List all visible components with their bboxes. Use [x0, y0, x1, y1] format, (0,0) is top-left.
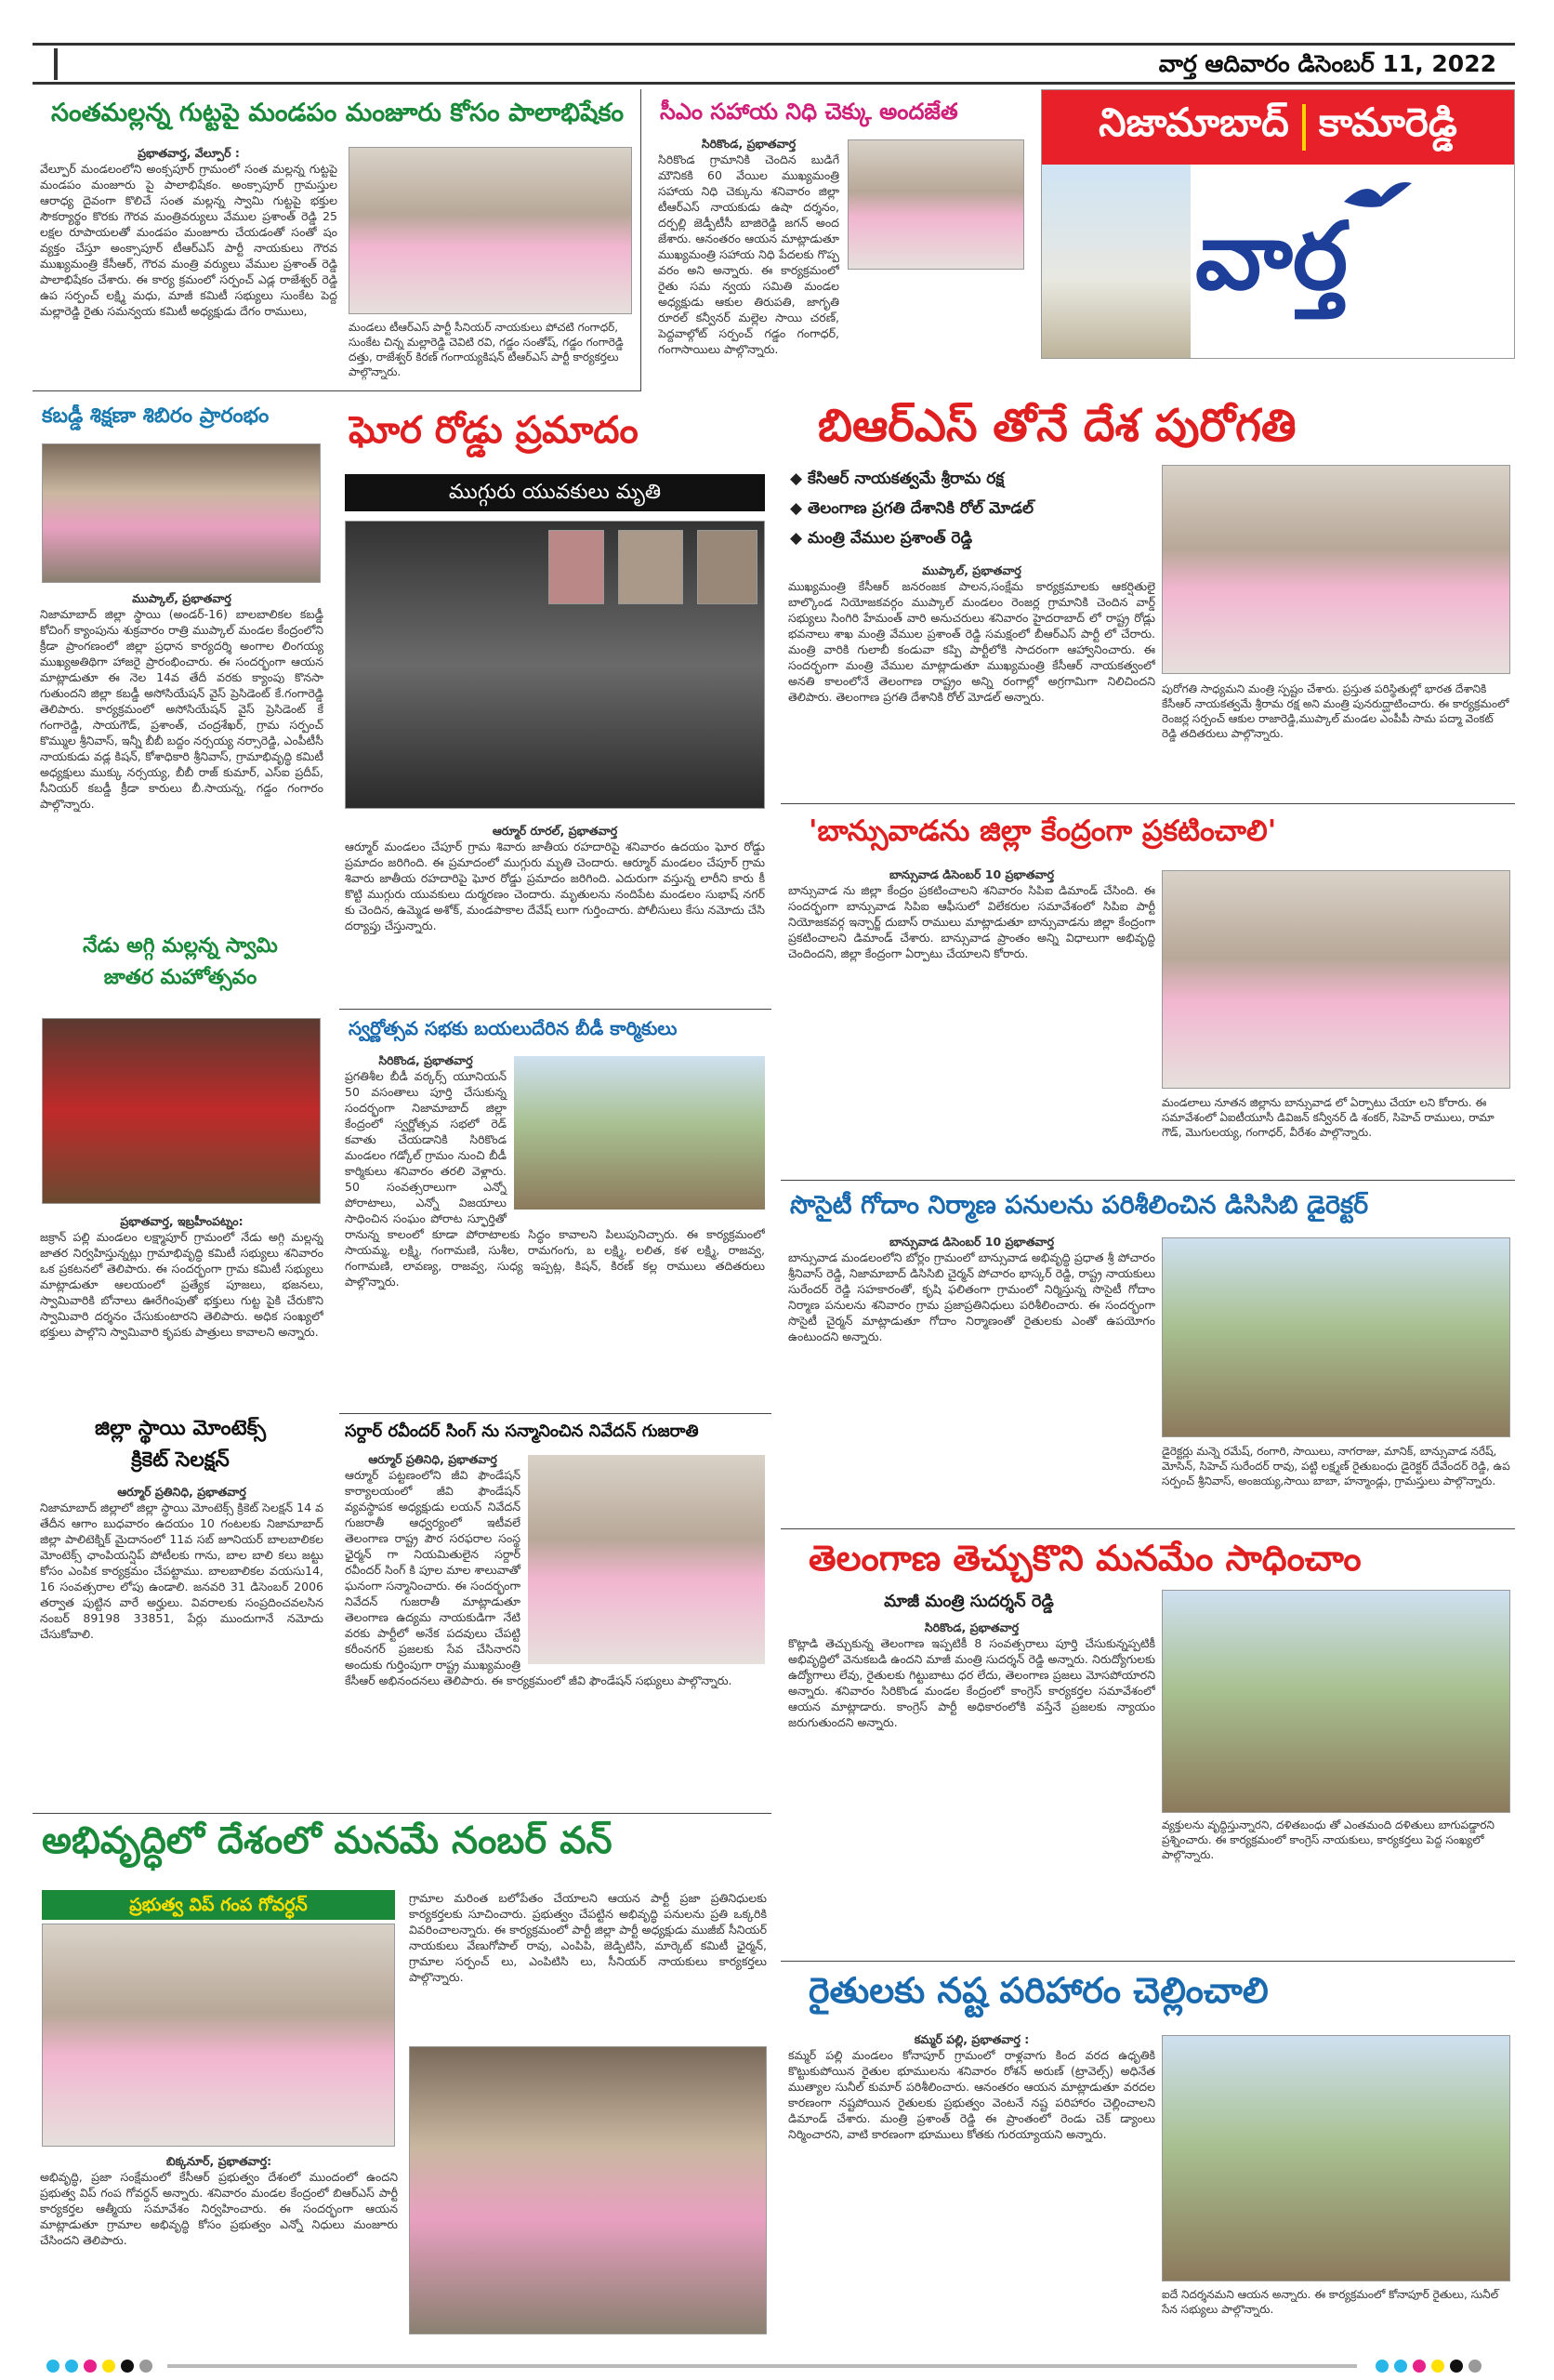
dateline: బాన్సువాడ డిసెంబర్ 10 ప్రభాతవార్త — [889, 867, 1055, 881]
headline: రైతులకు నష్ట పరిహారం చెల్లించాలి — [809, 1970, 1269, 2011]
article-kabaddi — [33, 395, 328, 962]
edition-right: కామారెడ్డి — [1318, 99, 1457, 145]
body-text: జక్రాన్ పల్లి మండలం లక్ష్మాపూర్ గ్రామంలో నేడు అగ్గి మల్లన్న జాతర నిర్వహిస్తున్నట్లు గ్రామాభివృద్ధి కమిటీ సభ్యులు శనివారం ఒక ప్రకటనలో తెలిపారు. ఈ సందర్భంగా గ్రామ కమిటీ సభ్యులు మాట్లాడుతూ ఆలయంలో ప్రత్యేక పూజలు, భజనలు, స్వామివారికి బోనాలు ఊరేగింపుతో భక్తులు గుట్ట పైకి చేరుకొని స్వామివారి దర్శనం చేసుకుంటారని తెలిపారు. అధిక సంఖ్యలో భక్తులు పాల్గొని స్వామివారి కృపకు పాత్రులు కావాలని అన్నారు. — [40, 1230, 323, 1339]
caption: వ్యక్తులను వృద్ధిస్తున్నారని, దళితబంధు తో ఎంతమంది దళితులు బాగుపడ్డారని ప్రశ్నించారు. ఈ కార్యక్రమంలో కాంగ్రెస్ నాయకులు, కార్యకర్తలు పెద్ద సంఖ్యలో పాల్గొన్నారు. — [1162, 1818, 1495, 1861]
dateline: సిరికొండ, ప్రభాతవార్త — [924, 1620, 1020, 1634]
color-dot-cyan — [65, 2360, 78, 2373]
photo-cheque — [848, 139, 1024, 270]
article-beedi-workers — [339, 1009, 771, 1408]
body-text: వేల్పూర్ మండలంలోని అంక్సపూర్ గ్రామంలో సంత మల్లన్న గుట్టపై మండపం మంజూరు పై పాలాభిషేకం. అంక్సాపూర్ గ్రామస్తుల ఆరాధ్య దైవంగా కొలిచే సంత మల్లన్న స్వామి గుట్టపై భక్తుల సౌకర్యార్థం కొరకు గౌరవ మంత్రివర్యులు వేముల ప్రశాంత్ రెడ్డి 25 లక్షల రూపాయలతో మండపం మంజూరు చేయడంతో సంతో షం వ్యక్తం చేస్తూ అంక్సాపూర్ టీఆర్ఎస్ పార్టీ నాయకులు గౌరవ ముఖ్యమంత్రి కేసీఆర్, గౌరవ మంత్రి వర్యులు వేముల ప్రశాంత్ రెడ్డి పాలాభిషేకం చేశారు. ఈ కార్య క్రమంలో సర్పంచ్ ఎడ్ల రాజేశ్వర్ రెడ్డి ఉప సర్పంచ్ లక్ష్మి మధు, మాజీ కమిటీ సభ్యులు సుంకేట పెద్ద మల్లారెడ్డి రైతు సమన్వయ కమిటీ అధ్యక్షుడు దేగం రాములు, — [40, 162, 337, 318]
header-rule — [33, 82, 1515, 85]
photo-victim-2 — [618, 530, 683, 604]
photo-party-meeting — [409, 2046, 767, 2334]
article-banswada — [781, 809, 1515, 1181]
article-sardar-felicitation — [339, 1413, 771, 1813]
photo-sudarshan-reddy — [1162, 1590, 1510, 1813]
body-text: బాన్సువాడ ను జిల్లా కేంద్రం ప్రకటించాలని శనివారం సిపిఐ డిమాండ్ చేసింది. ఈ సందర్భంగా బాన్సువాడ సిపిఐ ఆఫీసులో విలేకరుల సమావేశంలో సిపిఐ పార్టీ నియోజకవర్గ ఇన్చార్జ్ దుబాస్ రాములు మాట్లాడుతూ బాన్సువాడను జిల్లా కేంద్రంగా ప్రకటించాలని డిమాండ్ చేశారు. బాన్సువాడ ప్రాంతం అన్ని విధాలుగా అభివృద్ధి చెందిందని, జిల్లా కేంద్రంగా ఏర్పాటు చేయాలని కోరారు. — [788, 883, 1155, 960]
article-body — [40, 2153, 398, 2334]
dateline: ప్రభాతవార్త, ఇబ్రహీంపట్నం: — [120, 1214, 244, 1228]
photo-godam — [1162, 1237, 1510, 1437]
article-brs — [781, 395, 1515, 804]
dove-icon — [1339, 174, 1414, 211]
dateline: ఆర్మూర్ ప్రతినిధి, ప్రభాతవార్త — [368, 1452, 497, 1466]
footer-rule — [167, 2364, 1357, 2368]
dateline: ముప్కాల్, ప్రభాతవార్త — [922, 563, 1021, 577]
body-text: ముఖ్యమంత్రి కేసీఆర్ జనరంజక పాలన,సంక్షేమ కార్యక్రమాలకు ఆకర్షితులై బాల్కొండ నియోజకవర్గం ముప్కాల్ మండలం రెంజర్ల గ్రామానికి చెందిన వార్డ్ సభ్యులు సింగిరి హేమంత్ వారి అనుచరులు శనివారం హైదరాబాద్ లో రాష్ట్ర రోడ్లు భవనాలు శాఖ మంత్రి వేముల ప్రశాంత్ రెడ్డి సమక్షంలో బీఆర్ఎస్ పార్టీ లో చేరారు. మంత్రి వారికి గులాబీ కండువా కప్పి పార్టీలోకి సాదరంగా ఆహ్వానించారు. ఈ సందర్భంగా మంత్రి వేముల మాట్లాడుతూ ముఖ్యమంత్రి కేసీఆర్ నాయకత్వంలో అనతి కాలంలోనే తెలంగాణ రాష్ట్రం అన్ని రంగాల్లో అగ్రగామిగా నిలిచిందని తెలిపారు. తెలంగాణ ప్రగతి దేశానికి రోల్ మోడల్ అన్నారు. — [788, 579, 1155, 704]
temple-photo — [1042, 165, 1191, 358]
color-dot-black — [121, 2360, 134, 2373]
bullet-1: ◆ కేసిఆర్ నాయకత్వమే శ్రీరామ రక్ష — [790, 469, 1005, 488]
headline: 'బాన్సువాడను జిల్లా కేంద్రంగా ప్రకటించాలి' — [809, 814, 1277, 848]
photo-minister — [1162, 465, 1510, 674]
article-society-godam — [781, 1185, 1515, 1529]
article-body — [658, 136, 839, 387]
photo-kabaddi — [42, 443, 321, 583]
article-body — [788, 1620, 1155, 1956]
headline-line1: నేడు అగ్గి మల్లన్న స్వామి — [83, 934, 278, 958]
masthead — [1041, 89, 1515, 359]
headline-line1: జిల్లా స్థాయి మోంటెక్స్ — [94, 1417, 267, 1440]
caption: మండలాలు నూతన జిల్లాను బాన్సువాడ లో ఏర్పాటు చేయా లని కోరారు. ఈ సమావేశంలో ఏఐటీయూసీ డివిజన్ కన్వీనర్ డి శంకర్, సిహెచ్ రాములు, రామా గౌడ్, మొగులయ్య, గంగాధర్, వీరేశం పాల్గొన్నారు. — [1162, 1096, 1495, 1139]
page-marker — [54, 48, 58, 80]
article-farmers-compensation — [781, 1966, 1515, 2338]
article-development — [33, 1813, 771, 2338]
dateline: కమ్మర్ పల్లి, ప్రభాతవార్త : — [914, 2032, 1030, 2046]
caption: ఐదే నిదర్శనమని ఆయన అన్నారు. ఈ కార్యక్రమంలో కోనాపూర్ రైతులు, సునీల్ సేన సభ్యులు పాల్గొన్నారు. — [1162, 2288, 1499, 2316]
article-cm-relief — [651, 89, 1032, 391]
dateline: బాన్సువాడ డిసెంబర్ 10 ప్రభాతవార్త — [889, 1235, 1055, 1249]
photo-cpi-meeting — [1162, 870, 1510, 1089]
article-road-accident — [339, 400, 771, 1004]
headline: సంతమల్లన్న గుట్టపై మండపం మంజూరు కోసం పాలాభిషేకం — [51, 99, 625, 127]
body-text: ఆర్మూర్ పట్టణంలోని జీవి ఫౌండేషన్ కార్యాలయంలో జీవి ఫౌండేషన్ వ్యవస్థాపక అధ్యక్షుడు లయన్ నివేదన్ గుజరాతీ ఆధ్వర్యంలో ఇటీవలే తెలంగాణ రాష్ట్ర పౌర సరఫరాల సంస్థ ఛైర్మన్ గా నియమితులైన సర్దార్ రవీందర్ సింగ్ కి పూల మాల శాలువాతో ఘనంగా సన్మానించారు. ఈ సందర్భంగా నివేదన్ గుజరాతీ మాట్లాడుతూ తెలంగాణ ఉద్యమ నాయకుడిగా నేటి వరకు పార్టీలో అనేక పదవులు చేపట్టి కరీంనగర్ ప్రజలకు సేవ చేసినారని అందుకు గుర్తింపుగా రాష్ట్ర ముఖ్యమంత్రి కేసీఆర్ అభినందనలు తెలిపారు. ఈ కార్యక్రమంలో జీవి ఫౌండేషన్ సభ్యులు పాల్గొన్నారు. — [345, 1468, 732, 1687]
dateline: ఆర్మూర్ ప్రతినిధి, ప్రభాతవార్త — [117, 1485, 246, 1499]
photo-palabhishekam — [349, 147, 632, 314]
color-dot-cyan — [46, 2360, 59, 2373]
bullet-2: ◆ తెలంగాణ ప్రగతి దేశానికి రోల్ మోడల్ — [790, 499, 1034, 518]
edition-banner — [1042, 90, 1514, 165]
article-body — [40, 1213, 323, 1404]
body-text: కొట్లాడి తెచ్చుకున్న తెలంగాణ ఇప్పటికీ 8 సంవత్సరాలు పూర్తి చేసుకున్నప్పటికీ అభివృద్ధిలో వెనుకబడి ఉందని మాజీ మంత్రి సుదర్శన్ రెడ్డి అన్నారు. నిరుద్యోగులకు ఉద్యోగాలు లేవు, రైతులకు గిట్టుబాటు ధర లేదు, తెలంగాణ ప్రజలు మోసపోయారని అన్నారు. శనివారం సిరికొండ మండల కేంద్రంలో కాంగ్రెస్ కార్యకర్తల సమావేశంలో ఆయన మాట్లాడారు. కాంగ్రెస్ పార్టీ అధికారంలోకి వస్తేనే ప్రజలకు న్యాయం జరుగుతుందని అన్నారు. — [788, 1636, 1155, 1729]
color-dot-magenta — [84, 2360, 97, 2373]
color-dot-grey — [1468, 2360, 1482, 2373]
divider — [1302, 104, 1306, 151]
bullet-list — [790, 469, 1152, 559]
body-text: నిజామాబాద్ జిల్లాలో జిల్లా స్థాయి మోంటెక్స్ క్రికెట్ సెలక్షన్ 14 వ తేదీన ఆగాం బుధవారం ఉదయం 10 గంటలకు నిజామాబాద్ జిల్లా పాలిటెక్నిక్ మైదానంలో 11వ సబ్ జూనియర్ బాలబాలికల మోంటెక్స్ ఛాంపియన్షిప్ పోటీలకు గాను, బాల బాలి కలు జట్టు కోసం ఎంపిక కార్యక్రమం చేపట్టాము. బాలబాలికల వయసు14, 16 సంవత్సరాల లోపు ఉండాలి. జనవరి 31 డిసెంబర్ 2006 తర్వాత పుట్టిన వారే అర్హులు. వివరాలకు సంప్రదించవలసిన నంబర్ 89198 33851, పేర్లు ముందుగానే నమోదు చేసుకోవాలి. — [40, 1501, 323, 1641]
caption: మండలు టీఆర్ఎస్ పార్టీ సీనియర్ నాయకులు పోచటి గంగాధర్, సుంకేట చిన్న మల్లారెడ్డి చెవిటి రవి, గడ్డం సంతోష్, గడ్డం గంగారెడ్డి దత్తు, రాజేశ్వర్ కిరణ్ గంగాయ్యకిషన్ టీఆర్ఎస్ పార్టీ కార్యకర్తలు పాల్గొన్నారు. — [349, 321, 624, 378]
color-dot-yellow — [102, 2360, 115, 2373]
photo-victim-1 — [548, 530, 604, 604]
body-text: సిరికొండ గ్రామానికి చెందిన బుడిగే మౌనికకి 60 వేయిల ముఖ్యమంత్రి సహాయ నిధి చెక్కును శనివారం జిల్లా టీఆర్ఎస్ నాయకుడు ఉషా దర్శనం, దర్పల్లి జెడ్పీటీసీ బాజిరెడ్డి జగన్ అంద జేశారు. ఆనంతరం ఆయన మాట్లాడుతూ ముఖ్యమంత్రి సహాయ నిధి పేదలకు గొప్ప వరం అని అన్నారు. ఈ కార్యక్రమంలో రైతు సమ న్వయ సమితి మండల అధ్యక్షుడు ఆకుల తిరుపతి, జాగృతి రూరల్ కన్వీనర్ మల్లెల సాయి చరణ్, పెద్దవాల్గోట్ సర్పంచ్ గడ్డం గంగాధర్, గంగాసాయిలు పాల్గొన్నారు. — [658, 152, 839, 356]
article-body — [40, 1484, 323, 1809]
logo: వార్త — [1195, 202, 1349, 311]
headline: బిఆర్ఎస్ తోనే దేశ పురోగతి — [818, 400, 1297, 452]
caption: పురోగతి సాధ్యమని మంత్రి స్పష్టం చేశారు. ప్రస్తుత పరిస్థితుల్లో భారత దేశానికి కేసీఆర్ నాయకత్వమే శ్రీరామ రక్ష అని మంత్రి పునరుద్ఘాటించారు. ఈ కార్యక్రమంలో రెంజర్ల సర్పంచ్ ఆకుల రాజారెడ్డి,ముప్కాల్ మండల ఎంపీపీ సామ పద్మా వెంకట్ రెడ్డి తదితరులు పాల్గొన్నారు. — [1162, 682, 1509, 740]
body-text: బాన్సువాడ మండలంలోని బోర్లం గ్రామంలో బాన్సువాడ అభివృద్ధి ప్రధాత శ్రీ పోచారం శ్రీనివాస్ రెడ్డి, నిజామాబాద్ డిసిసిబి చైర్మన్ పోచారం భాస్కర్ రెడ్డి, రాష్ట్ర నాయకులు సురేందర్ రెడ్డి సహకారంతో, కృషి ఫలితంగా గ్రామంలో నిర్మిస్తున్న సొసైటీ గోదాం నిర్మాణ పనులను శనివారం గ్రామ ప్రజాప్రతినిధులు పరిశీలించారు. ఈ సందర్భంగా సొసైటీ చైర్మన్ మాట్లాడుతూ గోదాం నిర్మాణంతో రైతులకు ఎంతో ఉపయోగం ఉంటుందని అన్నారు. — [788, 1250, 1155, 1343]
color-dot-magenta — [1413, 2360, 1426, 2373]
body-text: కమ్మర్ పల్లి మండలం కోనాపూర్ గ్రామంలో రాళ్లవాగు కింద వరద ఉధృతికి కొట్టుకుపోయిన రైతుల భూములను శనివారం రోశన్ అరుణ్ (ట్రావెల్స్) అధినేత ముత్యాల సునీల్ కుమార్ పరిశీలించారు. ఆనంతరం ఆయన మాట్లాడుతూ వరదల కారణంగా నష్టపోయిన రైతులకు ప్రభుత్వం వెంటనే నష్ట పరిహారం చెల్లించాలని డిమాండ్ చేశారు. మంత్రి ప్రశాంత్ రెడ్డి ఈ ప్రాంతంలో రెండు చెక్ డ్యాంలు నిర్మించారని, వాటి కారణంగా భూములు కోతకు గురయ్యాయని అన్నారు. — [788, 2048, 1155, 2141]
article-jathara — [33, 925, 328, 1408]
headline: కబడ్డీ శిక్షణా శిబిరం ప్రారంభం — [42, 404, 270, 428]
headline: అభివృద్ధిలో దేశంలో మనమే నంబర్ వన్ — [42, 1819, 612, 1862]
article-body — [40, 145, 337, 389]
bullet-3: ◆ మంత్రి వేముల ప్రశాంత్ రెడ్డి — [790, 529, 973, 548]
dateline: ప్రభాతవార్త, వేల్పూర్ : — [138, 146, 240, 160]
article-body — [788, 866, 1155, 1175]
body-text: నిజామాబాద్ జిల్లా స్థాయి (అండర్-16) బాలబాలికల కబడ్డీ కోచింగ్ క్యాంపును శుక్రవారం రాత్రి ముప్కాల్ మండల కేంద్రంలోని క్రీడా ప్రాంగణంలో జిల్లా ప్రధాన కార్యదర్శి అంగాల లింగయ్య ముఖ్యఅతిథిగా హాజరై ప్రారంభించారు. ఈ సందర్భంగా ఆయన మాట్లాడుతూ ఈ నెల 14వ తేదీ వరకు క్యాంపు కొనసా గుతుందని జిల్లా కబడ్డీ అసోసియేషన్ వైస్ ప్రెసిడెంట్ కే.గంగారెడ్డి తెలిపారు. కార్యక్రమంలో అసోసియేషన్ వైస్ ప్రెసిడెంట్ కే గంగారెడ్డి, సాయగౌడ్, ప్రశాంత్, చంద్రశేఖర్, గ్రామ సర్పంచ్ కొమ్ముల శ్రీనివాస్, ఇన్నీ బీబీ బద్దం నర్సయ్య నర్సారెడ్డి, ఎంపీటీసీ నాయకుడు వడ్ల కిషన్, కోశాధికారి శ్రీనివాస్, గ్రామాభివృద్ధి కమిటీ అధ్యక్షులు ముక్కు నర్సయ్య, బీబీ రాజ్ కుమార్, ఎస్ఐ ప్రదీప్, సీనియర్ కబడ్డీ క్రీడా కారులు బీ.సాయన్న, గడ్డం గంగారం పాల్గొన్నారు. — [40, 607, 323, 811]
dateline: ఆర్మూర్ రూరల్, ప్రభాతవార్త — [492, 824, 618, 838]
headline: ఘోర రోడ్డు ప్రమాదం — [349, 409, 639, 452]
dateline: సిరికొండ, ప్రభాతవార్త — [378, 1053, 473, 1067]
article-body — [345, 823, 765, 999]
body-text: ఆర్మూర్ మండలం చేపూర్ గ్రామ శివారు జాతీయ రహదారిపై శనివారం ఉదయం ఘోర రోడ్డు ప్రమాదం జరిగింది. ఈ ప్రమాదంలో ముగ్గురు మృతి చెందారు. ఆర్మూర్ మండలం చేపూర్ గ్రామ శివారు జాతీయ రహదారిపై ఘోర రోడ్డు ప్రమాదం జరిగింది. ఎదురుగా వస్తున్న లారీని కారు కీ కొట్టి ముగ్గురు యువకులు దుర్మరణం చెందారు. మృతులను నందిపేట మండలం సుభాష్ నగర్ కు చెందిన, ఉమ్మెడ అశోక్, మండపాకాల దేవేష్ లుగా గుర్తించారు. పోలీసులు కేసు నమోదు చేసి దర్యాప్తు చేస్తున్నారు. — [345, 840, 765, 932]
article-body — [788, 2031, 1155, 2334]
body-text: అభివృద్ధి, ప్రజా సంక్షేమంలో కేసీఆర్ ప్రభుత్వం దేశంలో ముందంలో ఉందని ప్రభుత్వ విప్ గంప గోవర్ధన్ అన్నారు. శనివారం మండల కేంద్రంలో బిఆర్ఎస్ పార్టీ కార్యకర్తల ఆత్మీయ సమావేశం నిర్వహించారు. ఈ సందర్భంగా ఆయన మాట్లాడుతూ గ్రామాల అభివృద్ధి కోసం ప్రభుత్వం ఎన్నో నిధులు మంజూరు చేసిందని తెలిపారు. — [40, 2170, 398, 2247]
article-telangana — [781, 1534, 1515, 1962]
headline: సర్దార్ రవీందర్ సింగ్ ను సన్మానించిన నివేదన్ గుజరాతి — [345, 1421, 699, 1441]
dateline: ముప్కాల్, ప్రభాతవార్త — [132, 591, 231, 605]
article-body — [345, 1451, 765, 1809]
photo-deity — [42, 1018, 321, 1204]
body-text: ప్రగతిశీల బీడీ వర్కర్స్ యూనియన్ 50 వసంతాలు పూర్తి చేసుకున్న సందర్భంగా నిజామాబాద్ జిల్లా కేంద్రంలో స్వర్ణోత్సవ సభలో రెడ్ కవాతు చేయడానికి సిరికొండ మండలం గడ్కోల్ గ్రామం నుంచి బీడీ కార్మికులు శనివారం తరలి వెళ్లారు. 50 సంవత్సరాలుగా ఎన్నో పోరాటాలు, ఎన్నో విజయాలు సాధించిన సంఘం పోరాట స్ఫూర్తితో రానున్న కాలంలో కూడా పోరాటాలకు సిద్ధం కావాలని పిలుపునిచ్చారు. ఈ కార్యక్రమంలో సాయమ్మ, లక్ష్మి, గంగామణి, సుశీల, రామగంగు, బ లక్ష్మి, లలిత, కళ లక్ష్మి, రాజవ్వ, గంగామణి, లావణ్య, రాజవ్వ, సుధ్య ఇప్పట్ల, కిషన్, కిరణ్ కల్ల రాములు తదితరులు పాల్గొన్నారు. — [345, 1069, 765, 1289]
headline-line2: క్రికెట్ సెలక్షన్ — [131, 1448, 230, 1472]
photo-victim-3 — [697, 530, 757, 604]
article-body — [40, 590, 323, 958]
headline: సీఎం సహాయ నిధి చెక్కు అందజేత — [660, 99, 958, 125]
color-dot-yellow — [1431, 2360, 1444, 2373]
article-body — [788, 562, 1155, 800]
color-dot-black — [1450, 2360, 1463, 2373]
article-santhamallanna — [33, 89, 641, 391]
headline: స్వర్ణోత్సవ సభకు బయలుదేరిన బీడీ కార్మికులు — [349, 1017, 678, 1039]
dateline-header: వార్త ఆదివారం డిసెంబర్ 11, 2022 — [1158, 50, 1496, 77]
color-dot-cyan — [1394, 2360, 1407, 2373]
subhead: ముగ్గురు యువకులు మృతి — [345, 474, 765, 511]
photo-rally — [514, 1056, 765, 1210]
color-dot-grey — [139, 2360, 152, 2373]
headline: సొసైటీ గోదాం నిర్మాణ పనులను పరిశీలించిన డిసిసిబి డైరెక్టర్ — [790, 1191, 1369, 1220]
article-body-continued: గ్రామాల మరింత బలోపేతం చేయాలని ఆయన పార్టీ ప్రజా ప్రతినిధులకు కార్యకర్తలకు సూచించారు. ప్రభుత్వం చేపట్టిన అభివృద్ధి పనులను ప్రతి ఒక్కరికి వివరించాలన్నారు. ఈ కార్యక్రమంలో పార్టీ జిల్లా పార్టీ అధ్యక్షుడు ముజీబ్ సీనియర్ నాయకులు వేణుగోపాల్ రావు, ఎంపిపి, జెడ్పిటిసి, మార్కెట్ కమిటీ ఛైర్మన్, గ్రామాల సర్పంచ్ లు, ఎంపిటిసి లు, సీనియర్ నాయకులు కార్యకర్తలు పాల్గొన్నారు. — [409, 1891, 767, 1984]
top-rule — [33, 43, 1515, 46]
photo-gampa-govardhan — [42, 1924, 395, 2147]
photo-flooded-fields — [1162, 2035, 1510, 2281]
headline: తెలంగాణ తెచ్చుకొని మనమేం సాధించాం — [809, 1538, 1362, 1579]
dateline: బిక్కనూర్, ప్రభాతవార్త: — [165, 2154, 272, 2168]
caption: డైరెక్టర్లు మన్నె రమేష్, రంగారి, సాయిలు, నాగరాజు, మానిక్, బాన్సువాడ నరేష్, మోసిన్, సిహెచ్ సురేందర్ రావు, పట్టి లక్ష్మణ్ రైతుబంధు డైరెక్టర్ దేవేందర్ రెడ్డి, ఉప సర్పంచ్ శ్రీనివాస్, అంజయ్య,సాయి బాబా, హన్మాండ్లు, గ్రామస్తులు పాల్గొన్నారు. — [1162, 1445, 1510, 1488]
photo-felicitation — [528, 1455, 765, 1664]
subhead: మాజీ మంత్రి సుదర్శన్ రెడ్డి — [884, 1592, 1054, 1611]
article-body — [788, 1234, 1155, 1524]
edition-left: నిజామాబాద్ — [1099, 99, 1289, 145]
article-montex — [33, 1413, 328, 1813]
color-dot-cyan — [1376, 2360, 1389, 2373]
article-body — [345, 1052, 765, 1406]
dateline: సిరికొండ, ప్రభాతవార్త — [701, 137, 797, 151]
headline-line2: జాతర మహోత్సవం — [103, 966, 257, 989]
subhead: ప్రభుత్వ విప్ గంప గోవర్ధన్ — [42, 1890, 395, 1920]
